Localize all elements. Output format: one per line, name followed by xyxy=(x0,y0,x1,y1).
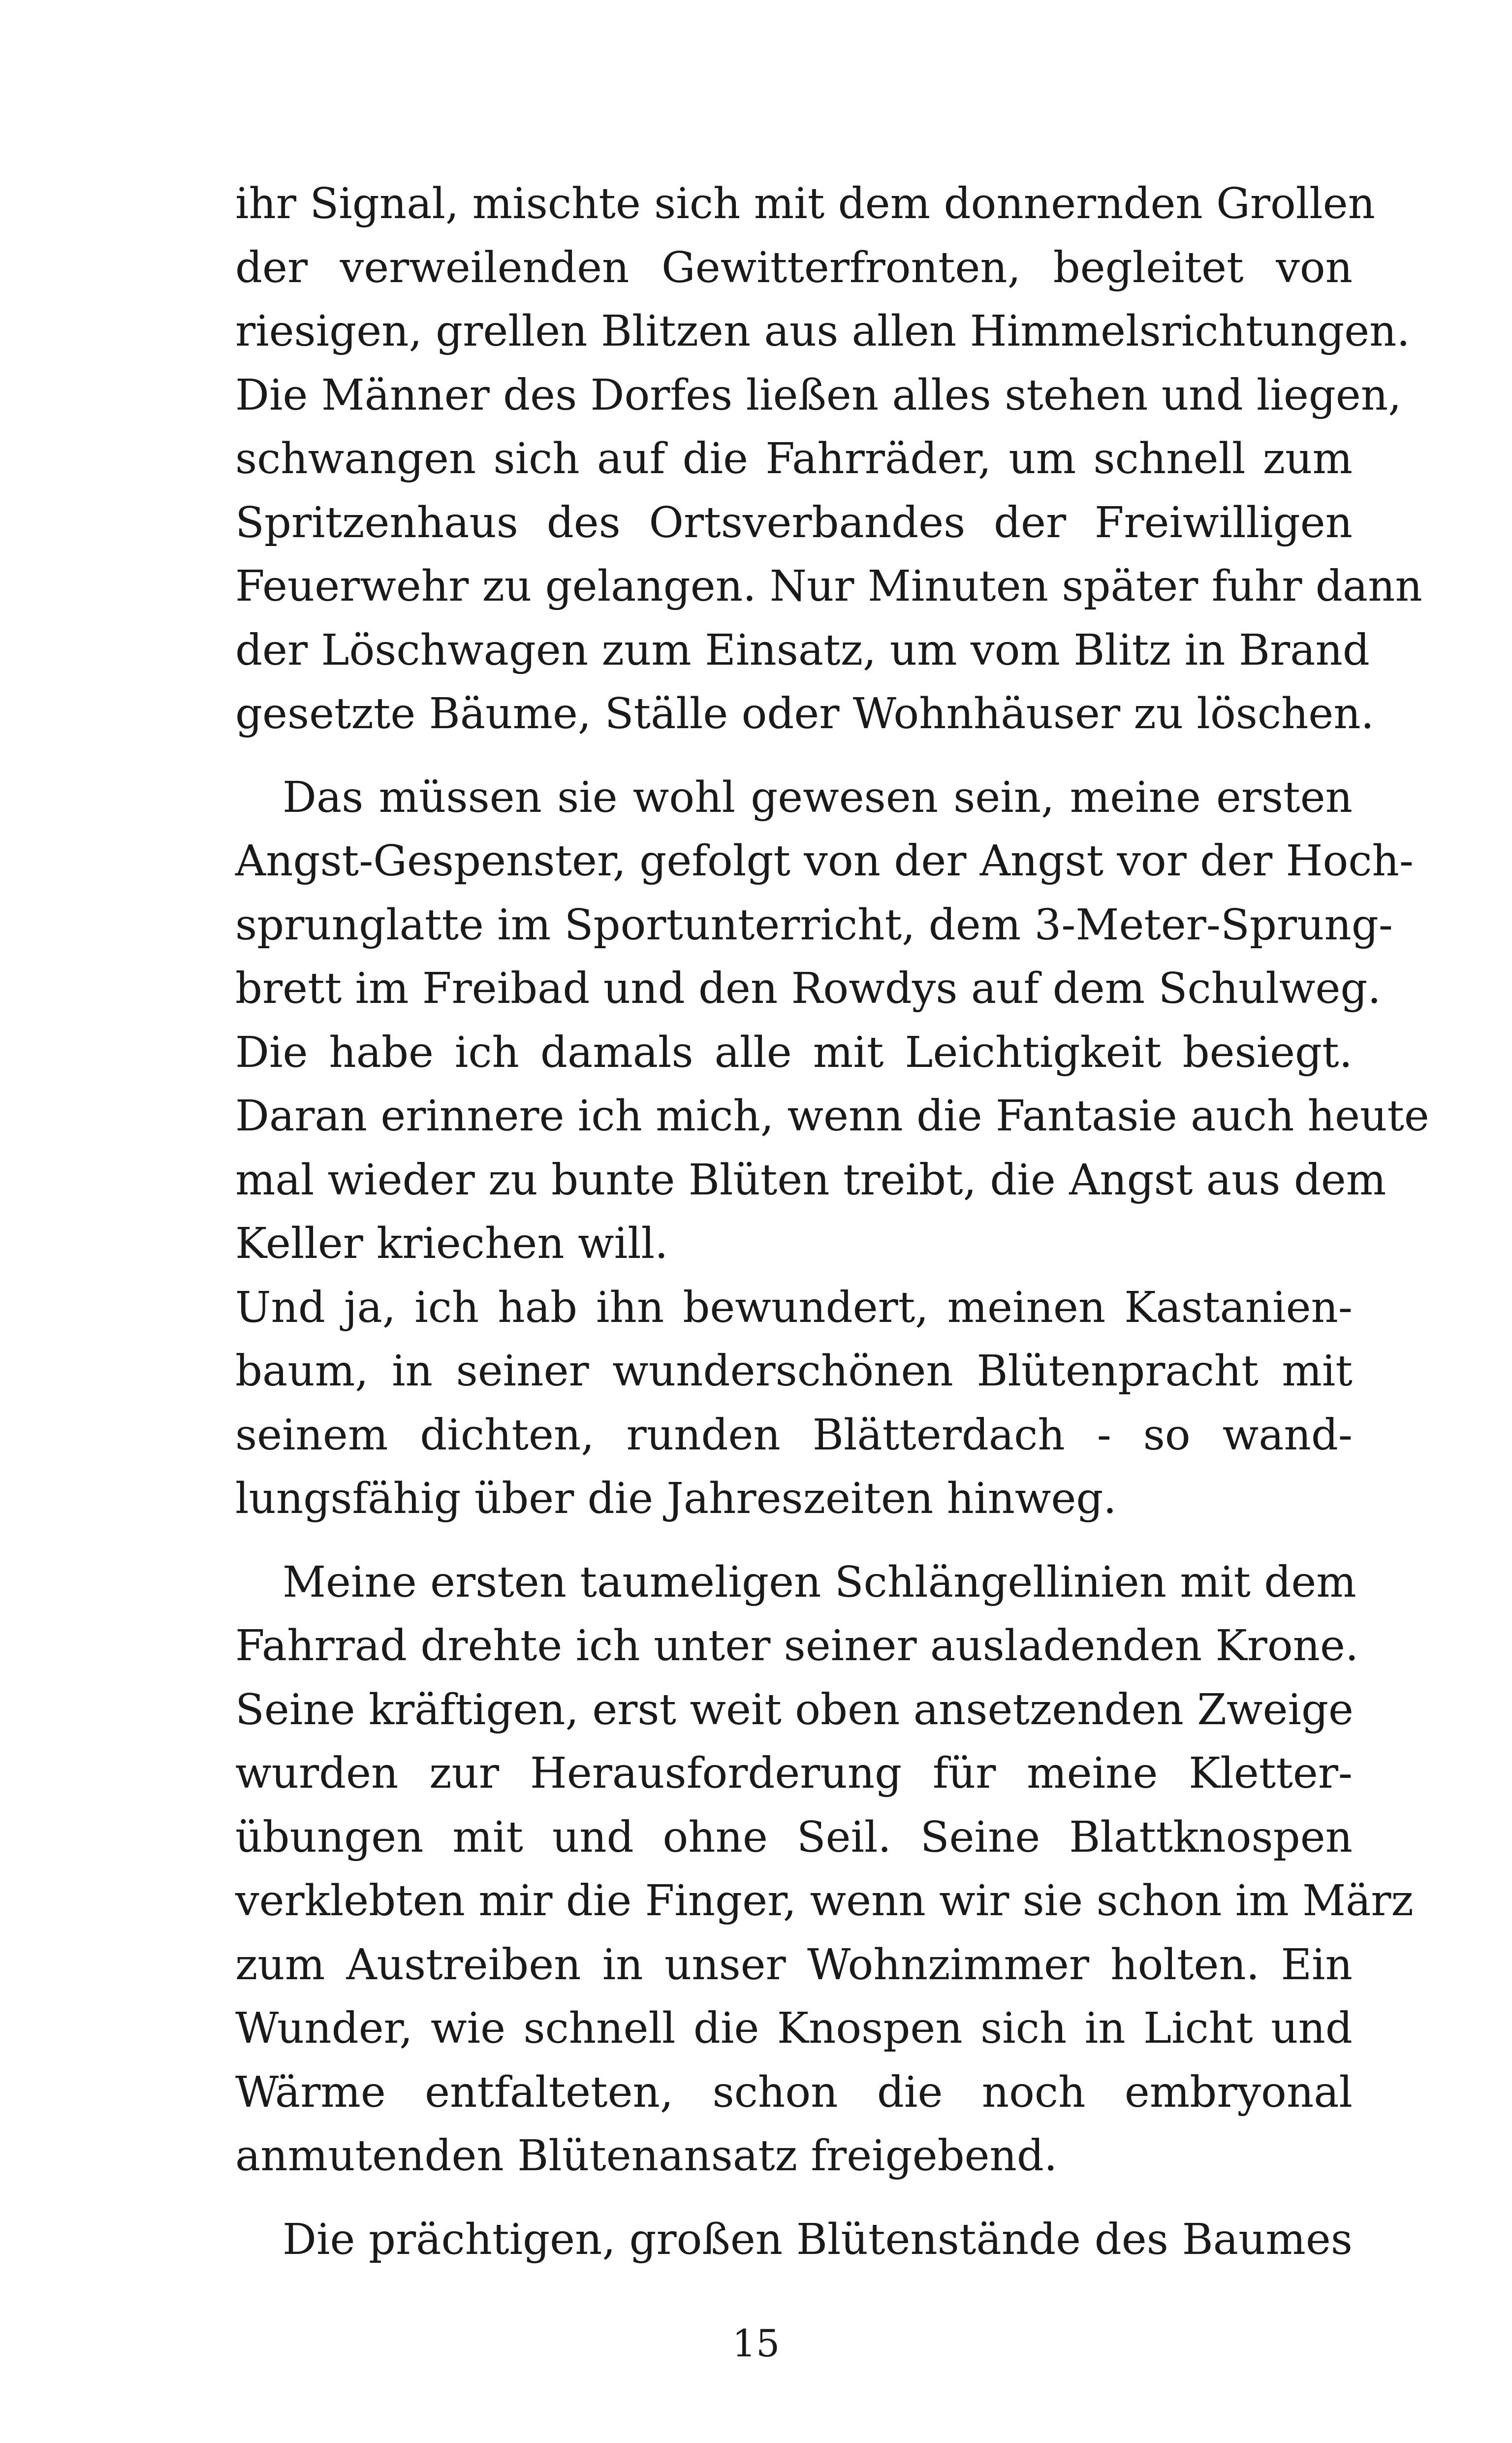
body-text xyxy=(235,172,1429,2272)
text-line: Die prächtigen, großen Blütenstände des Baumes xyxy=(283,2215,1353,2264)
text-line: Wärme entfalteten, schon die noch embryonal xyxy=(235,2067,1353,2117)
text-line: Spritzenhaus des Ortsverbandes der Freiwilligen xyxy=(235,498,1353,547)
text-line: sprunglatte im Sportunterricht, dem 3-Meter-Sprung- xyxy=(235,900,1393,950)
page-number: 15 xyxy=(732,2321,780,2365)
text-line: übungen mit und ohne Seil. Seine Blattknospen xyxy=(235,1812,1353,1862)
text-line: lungsfähig über die Jahreszeiten hinweg. xyxy=(235,1474,1117,1523)
paragraph-blossoms xyxy=(235,2208,1353,2272)
text-line: Keller kriechen will. xyxy=(235,1219,668,1268)
text-line: Fahrrad drehte ich unter seiner ausladenden Krone. xyxy=(235,1621,1359,1671)
text-line: Das müssen sie wohl gewesen sein, meine ersten xyxy=(283,772,1353,822)
text-line: riesigen, grellen Blitzen aus allen Himmelsrichtungen. xyxy=(235,307,1410,356)
text-line: Daran erinnere ich mich, wenn die Fantasie auch heute xyxy=(235,1092,1429,1141)
text-line: baum, in seiner wunderschönen Blütenpracht mit xyxy=(235,1347,1353,1396)
text-line: gesetzte Bäume, Ställe oder Wohnhäuser zu löschen. xyxy=(235,689,1375,739)
paragraph-childhood-memories xyxy=(235,1551,1414,2188)
paragraph-chestnut-tree xyxy=(235,1276,1353,1531)
text-line: der Löschwagen zum Einsatz, um vom Blitz in Brand xyxy=(235,625,1370,675)
text-line: brett im Freibad und den Rowdys auf dem Schulweg. xyxy=(235,964,1381,1013)
text-line: Wunder, wie schnell die Knospen sich in Licht und xyxy=(235,2004,1353,2053)
paragraph-fears xyxy=(235,766,1429,1276)
text-line: der verweilenden Gewitterfronten, begleitet von xyxy=(235,243,1353,292)
text-line: Feuerwehr zu gelangen. Nur Minuten später fuhr dann xyxy=(235,562,1422,611)
text-line: ihr Signal, mischte sich mit dem donnernden Grollen xyxy=(235,179,1376,228)
text-line: anmutenden Blütenansatz freigebend. xyxy=(235,2131,1058,2181)
text-line: Die Männer des Dorfes ließen alles stehen und liegen, xyxy=(235,370,1402,420)
text-line: Und ja, ich hab ihn bewundert, meinen Kastanien- xyxy=(235,1283,1353,1332)
text-line: Die habe ich damals alle mit Leichtigkeit besiegt. xyxy=(235,1028,1353,1077)
text-line: seinem dichten, runden Blätterdach - so wand- xyxy=(235,1410,1353,1460)
text-line: Seine kräftigen, erst weit oben ansetzenden Zweige xyxy=(235,1685,1354,1735)
text-line: schwangen sich auf die Fahrräder, um schnell zum xyxy=(235,434,1353,483)
text-line: zum Austreiben in unser Wohnzimmer holten. Ein xyxy=(235,1940,1353,1990)
text-line: mal wieder zu bunte Blüten treibt, die Angst aus dem xyxy=(235,1155,1386,1205)
text-line: Meine ersten taumeligen Schlängellinien mit dem xyxy=(283,1557,1356,1607)
text-line: verklebten mir die Finger, wenn wir sie schon im März xyxy=(235,1876,1414,1926)
text-line: Angst-Gespenster, gefolgt von der Angst vor der Hoch- xyxy=(235,836,1414,886)
paragraph-thunderstorm xyxy=(235,172,1422,746)
text-line: wurden zur Herausforderung für meine Kletter- xyxy=(235,1749,1353,1798)
